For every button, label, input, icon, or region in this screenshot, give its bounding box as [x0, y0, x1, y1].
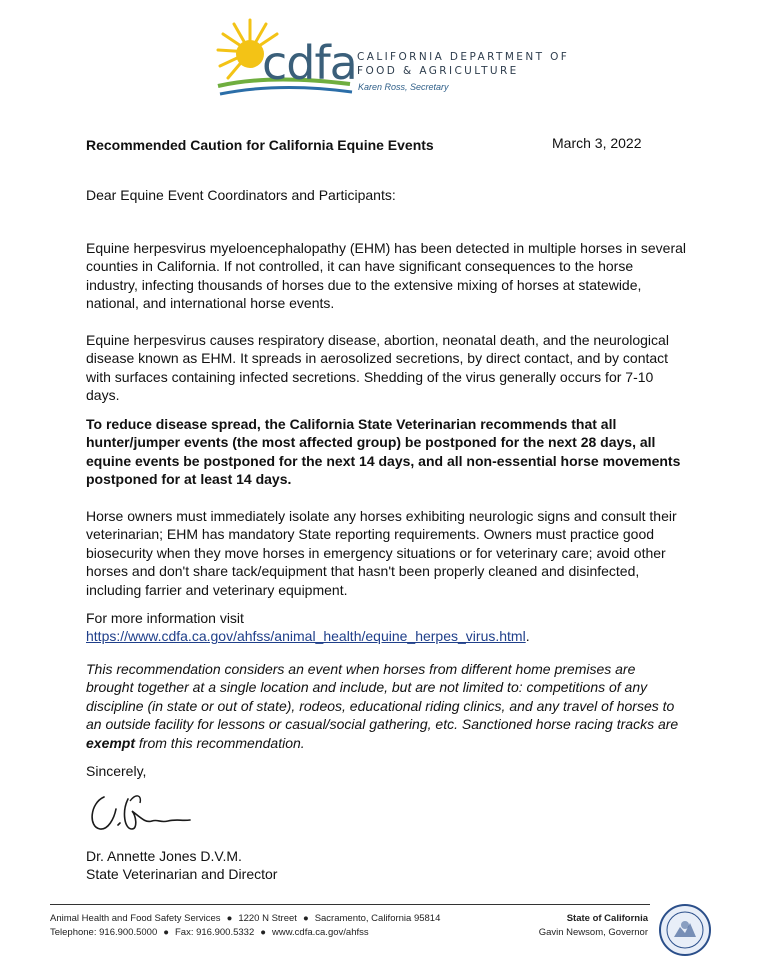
paragraph-recommendation: To reduce disease spread, the California State Veterinarian recommends that all hunter/jumper events (the most affected group) be postponed for the next 28 days, all equine events be postponed for the next 14 days, and all non-essential horse movements postponed for at least 14 days.: [86, 416, 681, 488]
footer-street: 1220 N Street: [238, 913, 297, 924]
closing-salutation: Sincerely,: [86, 763, 147, 779]
bullet-icon: ●: [226, 913, 233, 924]
footer-governor: Gavin Newsom, Governor: [538, 927, 648, 938]
paragraph-more-info: [86, 609, 686, 646]
exempt-emphasis: exempt: [86, 734, 136, 751]
secretary-name: Karen Ross, Secretary: [358, 82, 449, 92]
state-seal-icon: [658, 903, 712, 957]
footer-org: Animal Health and Food Safety Services: [50, 913, 221, 924]
footer-divider: [50, 904, 650, 905]
event-definition-end: from this recommendation.: [135, 734, 305, 751]
paragraph-ehm-detected: Equine herpesvirus myeloencephalopathy (EHM) has been detected in multiple horses in several counties in California. If not controlled, it can have significant consequences to the horse industry, infecting thousands of horses due to the extensive mixing of horses at statewide, national, and international horse events.: [86, 240, 686, 312]
document-date: March 3, 2022: [552, 135, 642, 151]
footer-phone-line: [50, 926, 440, 940]
agency-line-2: FOOD & AGRICULTURE: [357, 65, 519, 77]
paragraph-event-definition: [86, 660, 686, 752]
logo-wordmark: cdfa: [262, 36, 357, 90]
event-definition-text: This recommendation considers an event when horses from different home premises are brought together at a single location and include, but are not limited to: competitions of any discipline (in state or out of state), rodeos, educational riding clinics, and any travel of horses to an outside facility for lessons or casual/social gathering, etc. Sanctioned horse racing tracks are: [86, 661, 679, 733]
bullet-icon: ●: [163, 927, 169, 938]
agency-line-1: CALIFORNIA DEPARTMENT OF: [357, 51, 570, 63]
signer-title: State Veterinarian and Director: [86, 866, 278, 882]
info-link[interactable]: https://www.cdfa.ca.gov/ahfss/animal_health/equine_herpes_virus.html: [86, 628, 526, 645]
footer-web[interactable]: www.cdfa.ca.gov/ahfss: [271, 927, 369, 938]
footer-state-name: State of California: [566, 913, 648, 924]
paragraph-owner-guidance: Horse owners must immediately isolate any horses exhibiting neurologic signs and consult their veterinarian; EHM has mandatory State reporting requirements. Owners must practice good biosecurity when they move horses in emergency situations or for veterinary care; avoid other horses and don't share tack/equipment that hasn't been properly cleaned and disinfected, including farrier and veterinary equipment.: [86, 508, 677, 598]
agency-name: [357, 50, 569, 78]
footer-contact: [50, 912, 440, 940]
footer-address-line: [50, 912, 440, 926]
signature-image: [86, 785, 196, 840]
footer-telephone: Telephone: 916.900.5000: [50, 927, 158, 938]
bullet-icon: ●: [302, 913, 309, 924]
footer-city: Sacramento, California 95814: [314, 913, 441, 924]
more-info-suffix: .: [525, 628, 530, 645]
footer-fax: Fax: 916.900.5332: [175, 927, 255, 938]
footer-state: [539, 912, 648, 940]
more-info-prefix: For more information visit: [86, 610, 244, 626]
bullet-icon: ●: [260, 927, 266, 938]
signer-name: Dr. Annette Jones D.V.M.: [86, 848, 242, 864]
document-title: Recommended Caution for California Equine Events: [86, 137, 434, 153]
paragraph-herpesvirus-info: Equine herpesvirus causes respiratory disease, abortion, neonatal death, and the neurological disease known as EHM. It spreads in aerosolized secretions, by direct contact, and by contact with surfaces containing infected secretions. Shedding of the virus generally occurs for 7-10 days.: [86, 332, 669, 404]
greeting: Dear Equine Event Coordinators and Participants:: [86, 187, 396, 203]
